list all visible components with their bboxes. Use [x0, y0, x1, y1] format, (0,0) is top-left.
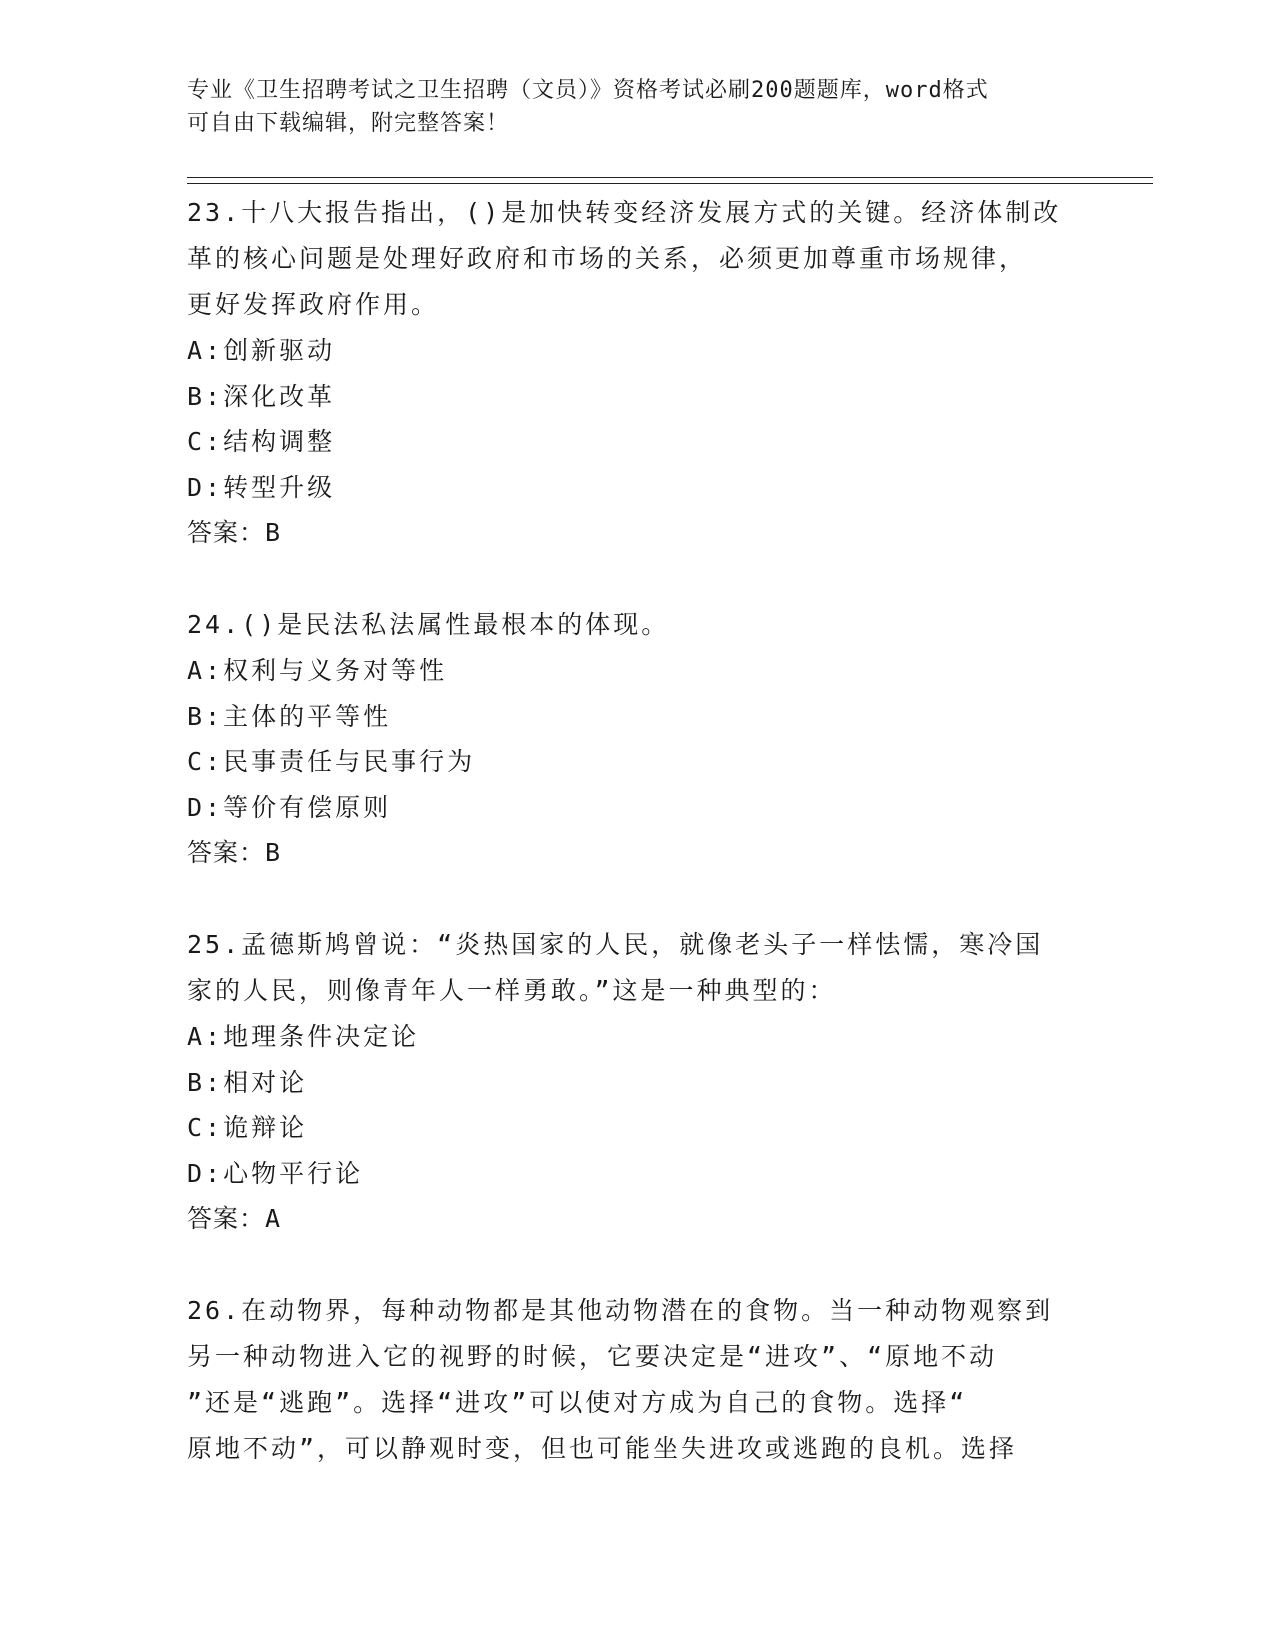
option-a: A:权利与义务对等性	[187, 656, 448, 685]
question-24	[187, 602, 1087, 876]
option-d: D:心物平行论	[187, 1158, 364, 1188]
stem-line: 更好发挥政府作用。	[187, 290, 440, 319]
option-a: A:地理条件决定论	[187, 1022, 420, 1051]
question-stem	[187, 190, 1087, 328]
question-stem	[187, 922, 1087, 1014]
header-divider-bottom	[187, 183, 1153, 184]
option-a: A:创新驱动	[187, 336, 336, 365]
question-26	[187, 1288, 1087, 1472]
stem-line: 24.()是民法私法属性最根本的体现。	[187, 610, 670, 639]
question-stem	[187, 602, 1087, 648]
stem-line: 家的人民，则像青年人一样勇敢。”这是一种典型的：	[187, 976, 837, 1005]
question-25	[187, 922, 1087, 1242]
stem-line: 23.十八大报告指出，()是加快转变经济发展方式的关键。经济体制改	[187, 198, 1062, 227]
stem-line: 原地不动”，可以静观时变，但也可能坐失进攻或逃跑的良机。选择	[187, 1434, 1018, 1463]
stem-line: 另一种动物进入它的视野的时候，它要决定是“进攻”、“原地不动	[187, 1342, 998, 1371]
option-c: C:诡辩论	[187, 1113, 308, 1142]
option-d: D:转型升级	[187, 472, 336, 502]
option-c: C:结构调整	[187, 427, 336, 456]
option-d: D:等价有偿原则	[187, 792, 392, 822]
header-line-1: 专业《卫生招聘考试之卫生招聘（文员）》资格考试必刷200题题库，word格式	[187, 78, 989, 103]
stem-line: 革的核心问题是处理好政府和市场的关系，必须更加尊重市场规律，	[187, 244, 1028, 273]
question-stem	[187, 1288, 1087, 1472]
answer-label: 答案：B	[187, 518, 282, 547]
stem-line: 26.在动物界，每种动物都是其他动物潜在的食物。当一种动物观察到	[187, 1296, 1054, 1325]
stem-line: 25.孟德斯鸠曾说：“炎热国家的人民，就像老头子一样怯懦，寒冷国	[187, 930, 1044, 959]
option-b: B:主体的平等性	[187, 701, 392, 731]
stem-line: ”还是“逃跑”。选择“进攻”可以使对方成为自己的食物。选择“	[187, 1388, 968, 1417]
question-list	[187, 190, 1087, 1518]
option-b: B:深化改革	[187, 381, 336, 411]
header-line-2: 可自由下载编辑，附完整答案！	[187, 111, 510, 136]
option-b: B:相对论	[187, 1067, 308, 1097]
document-header	[187, 74, 1087, 140]
answer-label: 答案：A	[187, 1204, 282, 1233]
answer-label: 答案：B	[187, 838, 282, 867]
option-c: C:民事责任与民事行为	[187, 747, 476, 776]
question-23	[187, 190, 1087, 556]
header-divider-top	[187, 177, 1153, 178]
